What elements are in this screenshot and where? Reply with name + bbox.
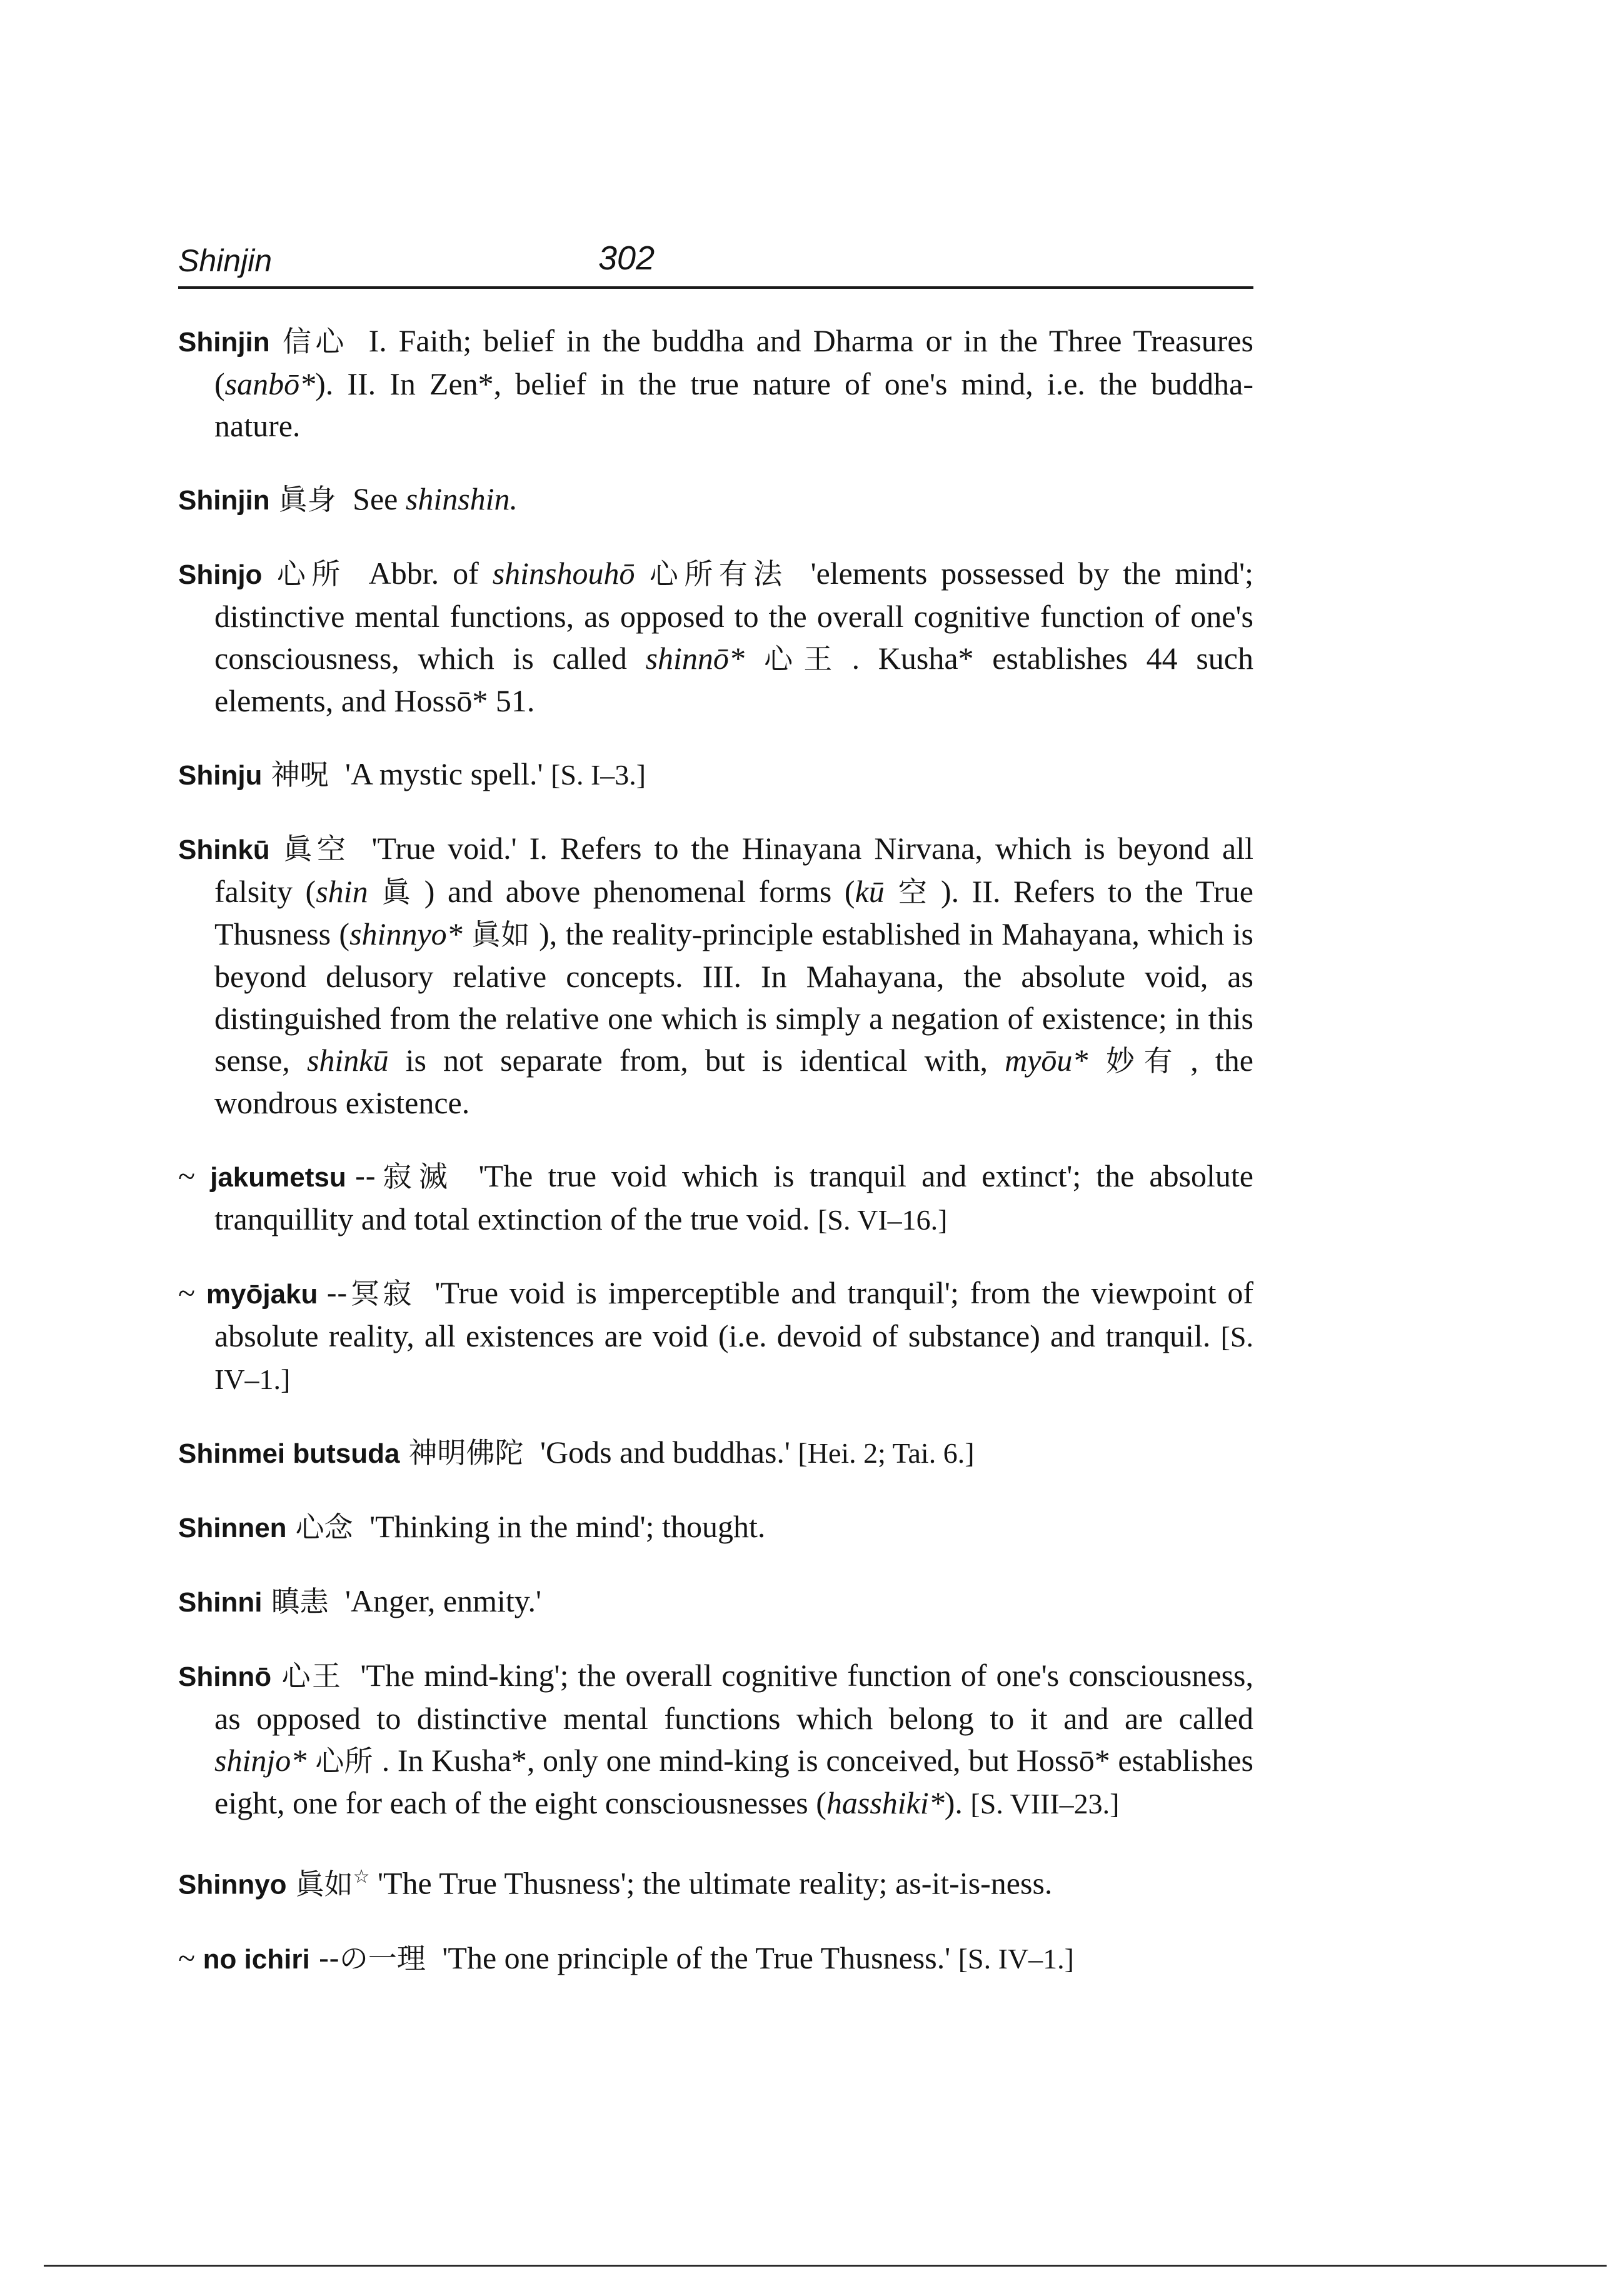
subheadword: no ichiri (203, 1943, 310, 1975)
entry-shinni (178, 1580, 1253, 1623)
definition-text: 'The True Thusness'; the ultimate reality; as-it-is-ness. (369, 1865, 1053, 1901)
kanji: 妙有 (1097, 1044, 1182, 1078)
definition-text: . Kusha* establishes 44 such elements, and Hossō* 51. (214, 641, 1253, 718)
definition-text: 'True void.' I. Refers to the Hinayana Nirvana, which is beyond all falsity ( (214, 831, 1253, 909)
source-reference: [Hei. 2; Tai. 6.] (798, 1437, 975, 1469)
kanji: 空 (893, 875, 932, 909)
cross-reference: shinshin. (405, 481, 518, 516)
definition-text: 'Gods and buddhas.' (532, 1435, 798, 1470)
kanji: 眞空 (278, 832, 351, 866)
term-italic: shinshouhō (492, 556, 635, 591)
kanji: 眞身 (278, 483, 336, 516)
definition-text: 'True void is imperceptible and tranquil'; from the viewpoint of absolute reality, all existences are void (i.e. devoid of substance) and tranquil. (214, 1275, 1253, 1353)
kanji: 神明佛陀 (408, 1436, 524, 1470)
entry-shinmei-butsuda (178, 1431, 1253, 1475)
term-italic: hasshiki* (826, 1785, 945, 1820)
definition-text: 'The one principle of the True Thusness.' (434, 1940, 958, 1975)
headword: Shinnō (178, 1662, 272, 1692)
definition-text: ). II. In Zen*, belief in the true nature of one's mind, i.e. the buddha-nature. (214, 366, 1253, 443)
definition-text: 'The mind-king'; the overall cognitive function of one's consciousness, as opposed to distinctive mental functions which belong to it and are called (214, 1658, 1253, 1736)
definition-text: ). (944, 1785, 971, 1820)
term-italic: shinnō* (645, 641, 745, 676)
headword: Shinjo (178, 559, 263, 590)
entry-shinku (178, 828, 1253, 1124)
definition-text: 'elements possessed by the mind'; distinctive mental functions, as opposed to the overall cognitive function of one's consciousness, which is called (214, 556, 1254, 676)
star-icon: ☆ (353, 1867, 370, 1887)
definition-text: 'Thinking in the mind'; thought. (361, 1509, 766, 1544)
definition-text: 'A mystic spell.' (337, 756, 551, 791)
subheadword: jakumetsu (210, 1162, 346, 1193)
term-italic: shinkū (306, 1043, 389, 1078)
term-italic: shinjo* (214, 1743, 307, 1778)
entry-shinju (178, 753, 1253, 796)
subentry-no-ichiri (178, 1937, 1253, 1980)
kanji: 瞋恚 (271, 1585, 329, 1618)
term-italic: sanbō* (224, 366, 316, 401)
kanji: --寂滅 (354, 1160, 455, 1193)
entry-shinnyo (178, 1856, 1253, 1906)
entry-list (178, 320, 1253, 1980)
tilde-mark: ~ (178, 1940, 196, 1975)
headword: Shinkū (178, 835, 270, 865)
headword: Shinni (178, 1587, 263, 1618)
kanji: 心所有法 (643, 557, 788, 591)
headword: Shinmei butsuda (178, 1438, 400, 1469)
source-reference: [S. I–3.] (551, 759, 646, 791)
tilde-mark: ~ (178, 1158, 196, 1193)
definition-text: Abbr. of (354, 556, 493, 591)
kanji: 心所 (315, 1744, 373, 1778)
term-italic: shinnyo* (349, 916, 463, 951)
headword: Shinjin (178, 327, 270, 358)
dictionary-page (178, 239, 1254, 1988)
term-italic: shin (316, 874, 368, 909)
definition-text: . In Kusha*, only one mind-king is conceived, but Hossō* establishes eight, one for each of the eight consciousnesses ( (214, 1743, 1254, 1820)
definition-text: , the wondrous existence. (214, 1043, 1253, 1120)
subheadword: myōjaku (206, 1279, 318, 1310)
running-head: Shinjin (178, 243, 273, 278)
definition-text: ). II. Refers to the True Thusness ( (214, 874, 1253, 951)
definition-text: is not separate from, but is identical with, (388, 1043, 1005, 1078)
kanji: --冥寂 (326, 1276, 415, 1310)
tilde-mark: ~ (178, 1275, 196, 1310)
definition-text: I. Faith; belief in the buddha and Dharma or in the Three Treasures ( (214, 323, 1253, 401)
definition-text: 'Anger, enmity.' (337, 1583, 542, 1618)
source-reference: [S. IV–1.] (214, 1321, 1253, 1395)
kanji: 心所 (271, 557, 346, 591)
bottom-divider (44, 2265, 1607, 2267)
headword: Shinjin (178, 485, 270, 516)
term-italic: myōu* (1005, 1043, 1088, 1078)
page-number: 302 (598, 239, 655, 277)
kanji: 心王 (753, 642, 843, 676)
kanji: 心念 (295, 1510, 353, 1544)
definition-text: 'The true void which is tranquil and extinct'; the absolute tranquillity and total extinction of the true void. (214, 1158, 1254, 1236)
kanji: 信心 (278, 324, 348, 358)
kanji: 神呪 (271, 758, 329, 791)
source-reference: [S. VI–16.] (818, 1204, 948, 1236)
kanji: 眞如 (471, 918, 531, 951)
definition-text: See (344, 481, 406, 516)
subentry-jakumetsu (178, 1155, 1254, 1241)
entry-shinjo (178, 553, 1253, 722)
headword: Shinnen (178, 1513, 287, 1543)
kanji: 眞如 (295, 1867, 353, 1901)
term-italic: kū (855, 874, 885, 909)
page-header (178, 239, 1253, 289)
entry-shinjin-body (178, 478, 1253, 521)
headword: Shinju (178, 760, 263, 791)
entry-shinjin-faith (178, 320, 1253, 447)
subentry-myojaku (178, 1272, 1253, 1400)
definition-text: ), the reality-principle established in Mahayana, which is beyond delusory relative concepts. III. In Mahayana, the absolute void, as distinguished from the relative one which is simply a negation of existence; in this sense, (214, 916, 1254, 1078)
source-reference: [S. VIII–23.] (970, 1788, 1120, 1820)
entry-shinno (178, 1655, 1253, 1825)
source-reference: [S. IV–1.] (958, 1942, 1074, 1975)
kanji: 心王 (280, 1659, 343, 1693)
kanji: --の一理 (318, 1941, 426, 1975)
entry-shinnen (178, 1506, 1253, 1549)
headword: Shinnyo (178, 1869, 287, 1900)
definition-text: ) and above phenomenal forms ( (424, 874, 855, 909)
kanji: 眞 (376, 875, 416, 909)
